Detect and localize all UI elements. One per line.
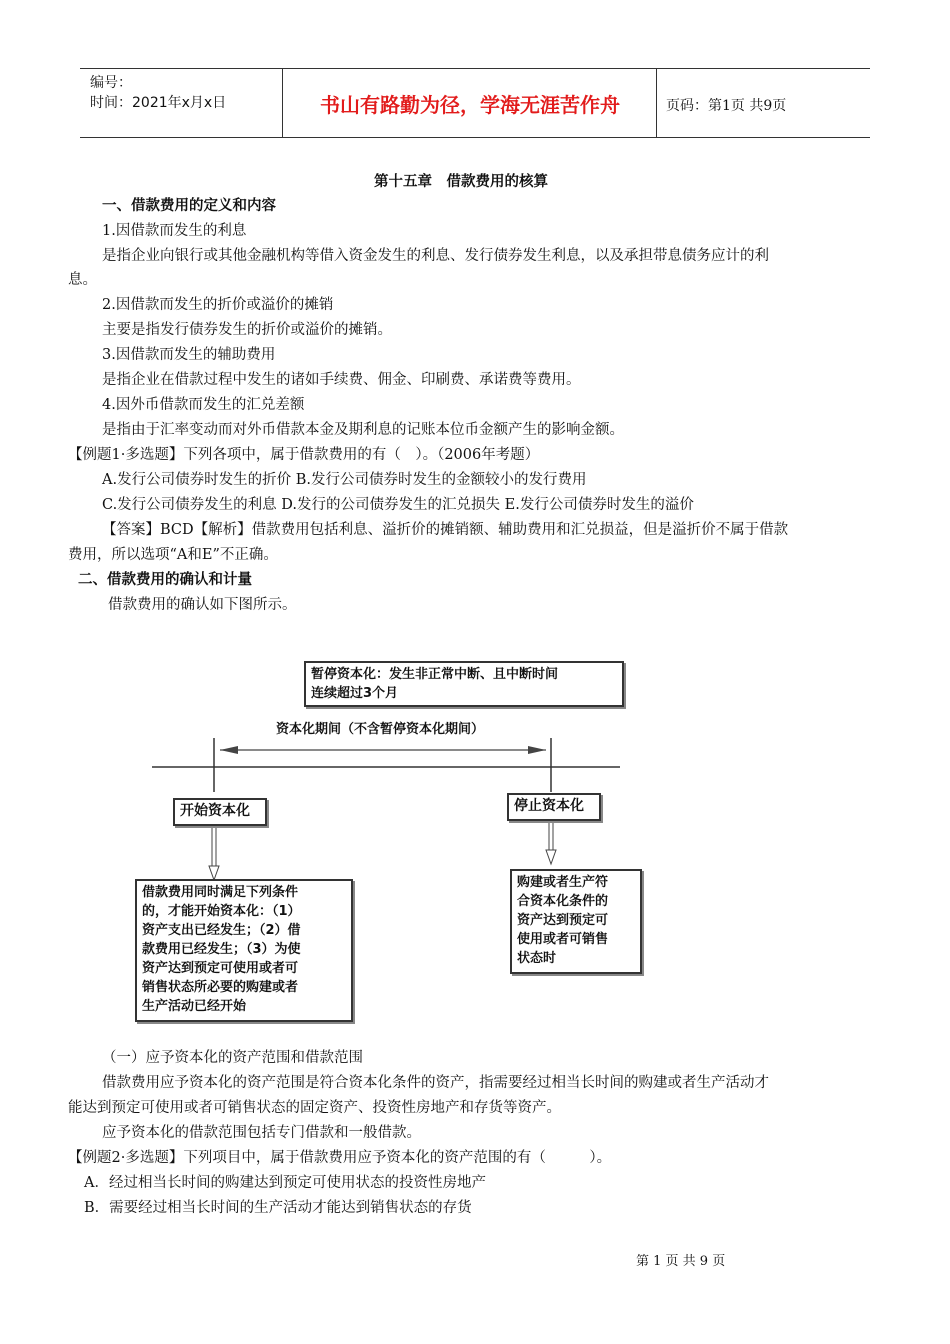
pause-line: 暂停资本化：发生非正常中断、且中断时间: [311, 667, 559, 682]
paragraph: 能达到预定可使用或者可销售状态的固定资产、投资性房地产和存货等资产。: [68, 1100, 561, 1116]
example-option: B．需要经过相当长时间的生产活动才能达到销售状态的存货: [84, 1200, 472, 1216]
example-question: 【例题1·多选题】下列各项中，属于借款费用的有（ ）。（2006年考题）: [68, 447, 540, 463]
stop-arrow-head: [546, 850, 556, 864]
example-question: 【例题2·多选题】下列项目中，属于借款费用应予资本化的资产范围的有（ ）。: [68, 1150, 612, 1166]
period-arrow-right-head: [528, 746, 546, 754]
chapter-title: 第十五章 借款费用的核算: [374, 174, 548, 190]
paragraph: 是指企业在借款过程中发生的诸如手续费、佣金、印刷费、承诺费等费用。: [102, 372, 581, 388]
section-heading: 二、借款费用的确认和计量: [78, 572, 252, 588]
condition-line: 的，才能开始资本化：（1）: [142, 904, 301, 919]
stop-condition-line: 状态时: [517, 951, 557, 966]
stop-conditions-box: [510, 869, 642, 974]
paragraph: 是指由于汇率变动而对外币借款本金及期利息的记账本位币金额产生的影响金额。: [102, 422, 624, 438]
stop-condition-line: 购建或者生产符: [517, 875, 609, 890]
section-heading: 一、借款费用的定义和内容: [102, 198, 276, 214]
condition-line: 资产达到预定可使用或者可: [142, 961, 299, 976]
paragraph: 借款费用的确认如下图所示。: [108, 597, 297, 613]
paragraph: 借款费用应予资本化的资产范围是符合资本化条件的资产，指需要经过相当长时间的购建或者生产活动才: [102, 1075, 769, 1091]
item-heading: 4.因外币借款而发生的汇兑差额: [102, 397, 305, 413]
item-heading: 1.因借款而发生的利息: [102, 223, 247, 239]
page-footer: 第 1 页 共 9 页: [636, 1254, 726, 1269]
stop-capitalization-box: 停止资本化: [507, 793, 601, 821]
item-heading: 2.因借款而发生的折价或溢价的摊销: [102, 297, 334, 313]
header-number: 编号：: [90, 75, 132, 91]
header-page-info: 页码：第1页 共9页: [666, 98, 787, 114]
start-capitalization-box: 开始资本化: [173, 798, 267, 826]
paragraph: 主要是指发行债券发生的折价或溢价的摊销。: [102, 322, 392, 338]
condition-line: 销售状态所必要的购建或者: [142, 980, 299, 995]
example-option: A．经过相当长时间的购建达到预定可使用状态的投资性房地产: [84, 1175, 486, 1191]
start-arrow-head: [209, 866, 219, 880]
condition-line: 借款费用同时满足下列条件: [142, 885, 299, 900]
condition-line: 资产支出已经发生；（2）借: [142, 923, 301, 938]
example-options: A.发行公司债券时发生的折价 B.发行公司债券时发生的金额较小的发行费用: [102, 472, 587, 488]
header-motto: 书山有路勤为径，学海无涯苦作舟: [320, 93, 620, 117]
stop-condition-line: 使用或者可销售: [517, 932, 609, 947]
paragraph: 息。: [68, 272, 97, 288]
start-conditions-box: [135, 879, 353, 1022]
item-heading: 3.因借款而发生的辅助费用: [102, 347, 276, 363]
example-options: C.发行公司债券发生的利息 D.发行的公司债券发生的汇兑损失 E.发行公司债券时发生的溢价: [102, 497, 694, 513]
stop-condition-line: 资产达到预定可: [517, 913, 609, 928]
header-date: 时间：2021年x月x日: [90, 95, 227, 111]
subsection-heading: （一）应予资本化的资产范围和借款范围: [102, 1050, 363, 1066]
answer: 【答案】BCD【解析】借款费用包括利息、溢折价的摊销额、辅助费用和汇兑损益，但是溢折价不属于借款: [102, 522, 789, 538]
period-arrow-left-head: [220, 746, 238, 754]
condition-line: 款费用已经发生；（3）为使: [142, 942, 301, 957]
condition-line: 生产活动已经开始: [142, 999, 247, 1014]
period-label: 资本化期间（不含暂停资本化期间）: [255, 718, 505, 744]
stop-condition-line: 合资本化条件的: [517, 894, 609, 909]
paragraph: 应予资本化的借款范围包括专门借款和一般借款。: [102, 1125, 421, 1141]
pause-line: 连续超过3个月: [311, 686, 399, 701]
paragraph: 是指企业向银行或其他金融机构等借入资金发生的利息、发行债券发生利息，以及承担带息债务应计的利: [102, 248, 769, 264]
pause-capitalization-box: [304, 661, 624, 707]
answer: 费用，所以选项“A和E”不正确。: [68, 547, 278, 563]
